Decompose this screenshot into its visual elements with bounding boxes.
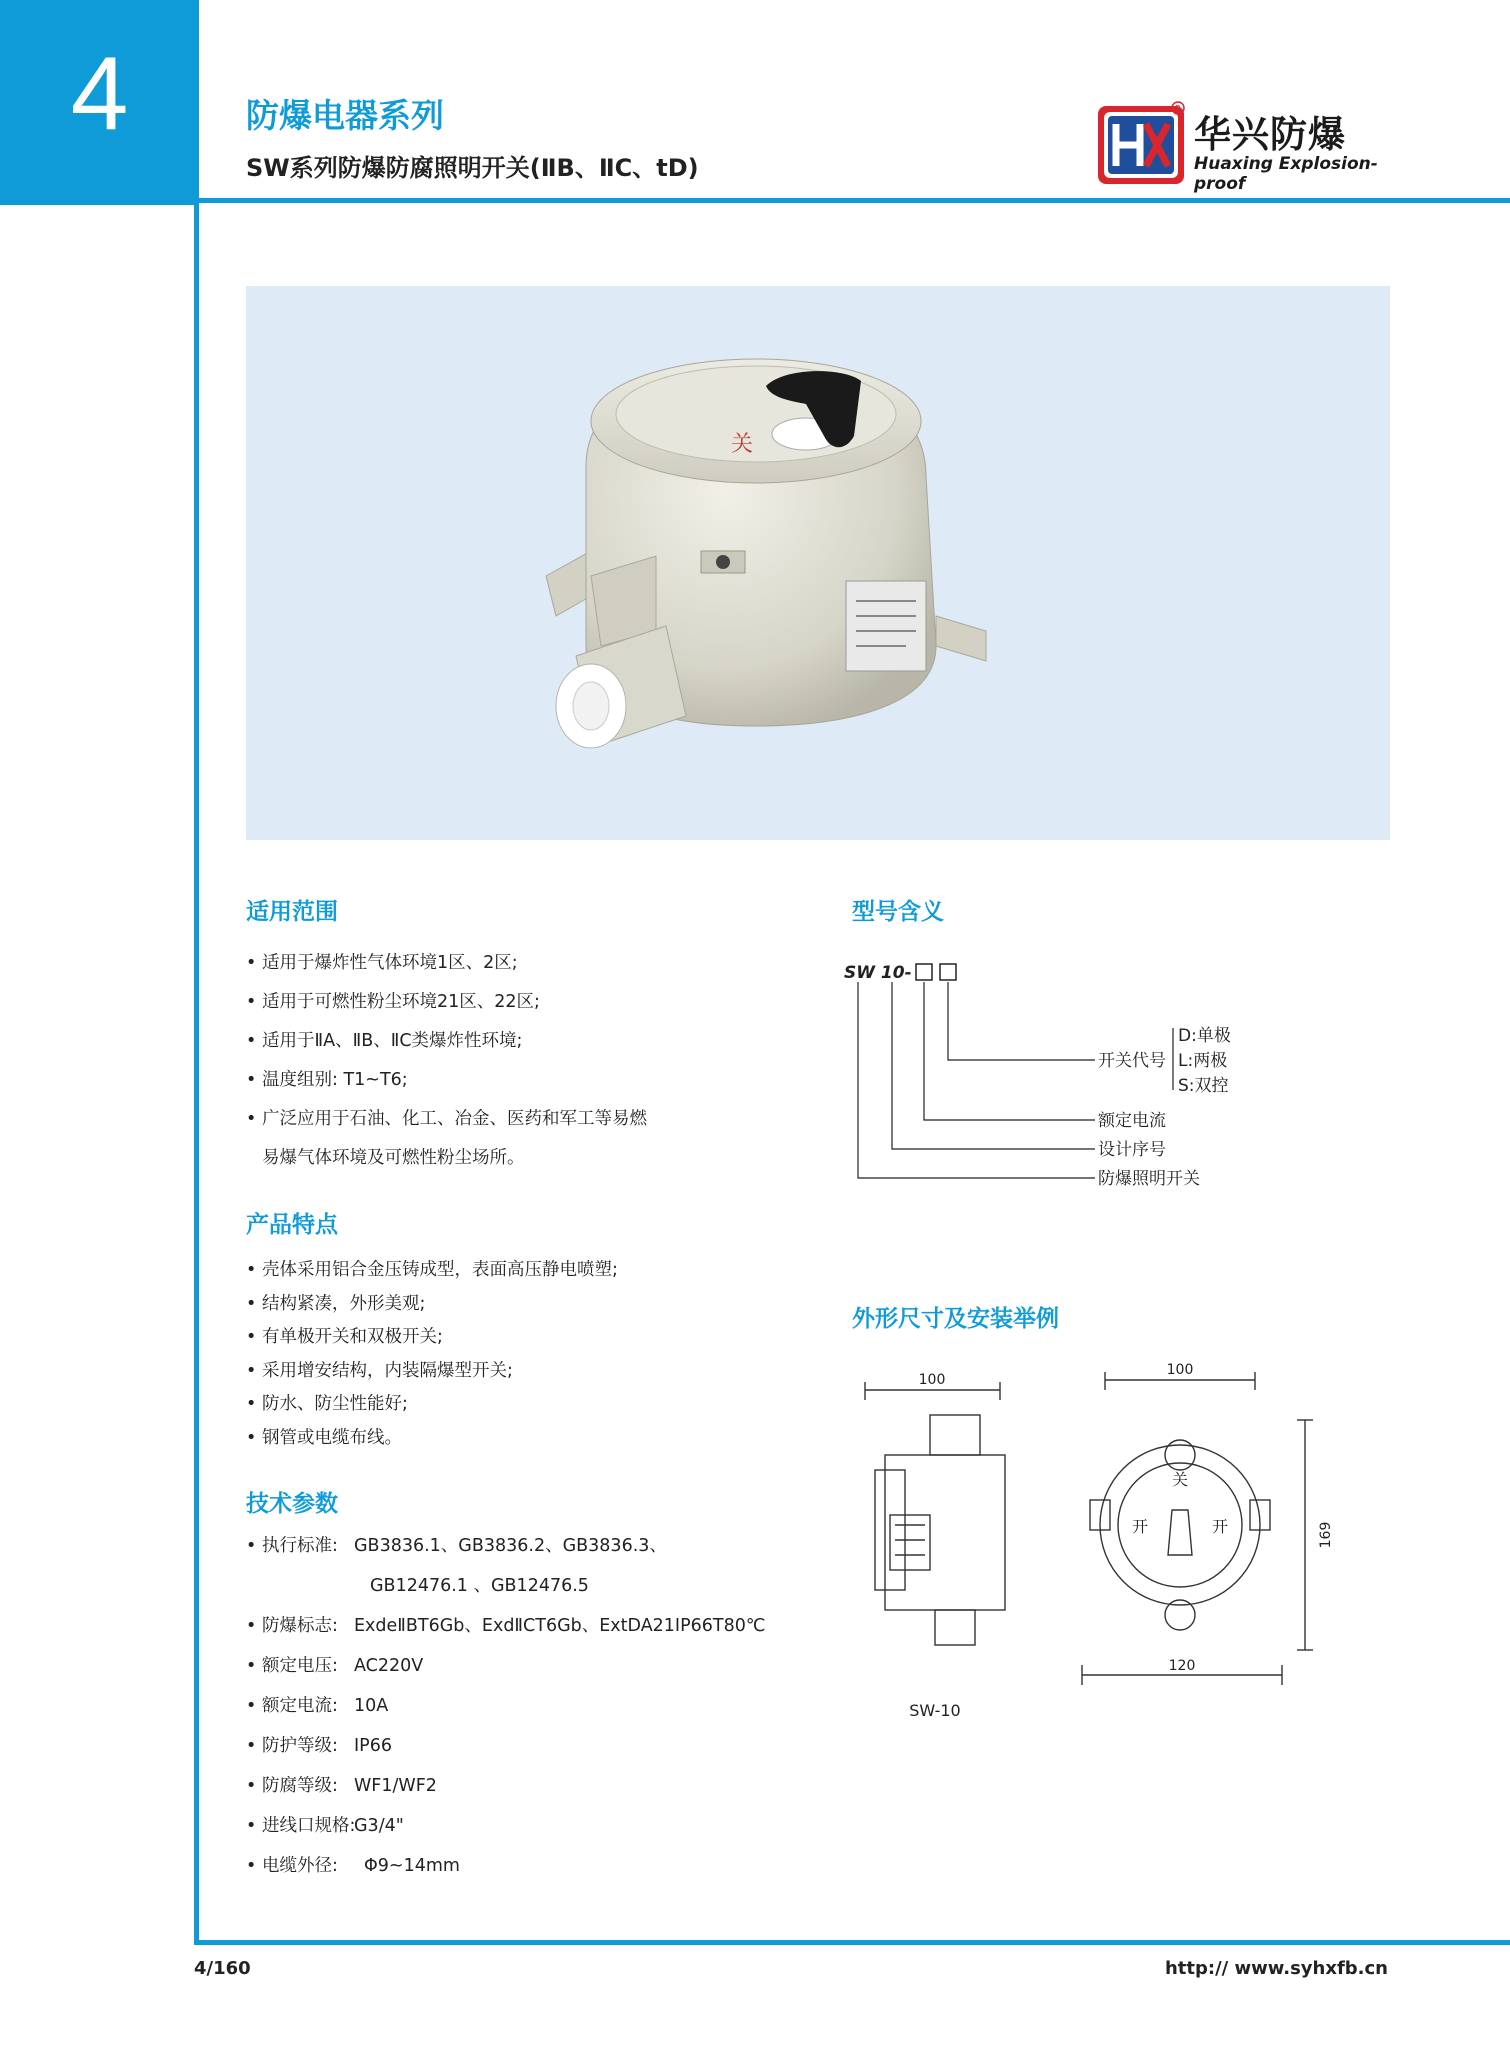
param-value: G3/4" <box>354 1816 404 1836</box>
switch-code-label: 开关代号 <box>1098 1051 1166 1071</box>
list-item: • 适用于可燃性粉尘环境21区、22区; <box>246 983 647 1022</box>
param-key: 额定电流: <box>262 1696 338 1716</box>
param-value: ExdeⅡBT6Gb、ExdⅡCT6Gb、ExtDA21IP66T80℃ <box>354 1616 766 1636</box>
param-value: Φ9~14mm <box>364 1856 460 1876</box>
website-url: http:// www.syhxfb.cn <box>1164 1958 1388 1979</box>
param-row <box>246 1732 392 1757</box>
product-label: 防爆照明开关 <box>1098 1169 1200 1189</box>
list-item: • 钢管或电缆布线。 <box>246 1422 618 1456</box>
hx-logo-icon <box>1096 100 1188 190</box>
model-label: SW-10 <box>909 1701 961 1720</box>
list-item: • 广泛应用于石油、化工、冶金、医药和军工等易燃 <box>246 1100 647 1139</box>
product-photo-panel <box>246 286 1390 840</box>
param-value: IP66 <box>354 1736 392 1756</box>
logo-name-cn: 华兴防爆 <box>1194 113 1346 156</box>
left-rule <box>194 205 199 1945</box>
param-row <box>246 1852 460 1877</box>
param-row <box>246 1692 388 1717</box>
param-row <box>246 1652 423 1677</box>
param-row <box>246 1772 437 1797</box>
model-code-diagram <box>840 950 1290 1200</box>
param-key: 电缆外径: <box>262 1856 338 1876</box>
list-item: • 采用增安结构，内装隔爆型开关; <box>246 1355 618 1389</box>
param-row <box>246 1572 589 1597</box>
model-code: SW 10- <box>844 963 912 983</box>
code-box-1 <box>916 964 932 980</box>
list-item: • 适用于ⅡA、ⅡB、ⅡC类爆炸性环境; <box>246 1022 647 1061</box>
param-key: 执行标准: <box>262 1536 338 1556</box>
switch-photo-illustration <box>246 286 1390 840</box>
tech-heading: 技术参数 <box>246 1491 338 1517</box>
param-key: 防腐等级: <box>262 1776 338 1796</box>
logo-name-en: Huaxing Explosion-proof <box>1194 154 1378 194</box>
chapter-box <box>0 0 199 205</box>
param-row <box>246 1612 766 1637</box>
svg-text:R: R <box>1175 104 1181 113</box>
features-list <box>246 1254 618 1455</box>
param-value: 10A <box>354 1696 389 1716</box>
page-number: 4/160 <box>194 1958 251 1979</box>
list-item: • 结构紧凑，外形美观; <box>246 1288 618 1322</box>
list-item: • 温度组别: T1~T6; <box>246 1061 647 1100</box>
list-item: 易爆气体环境及可燃性粉尘场所。 <box>262 1148 525 1168</box>
dimensions-heading: 外形尺寸及安装举例 <box>852 1306 1059 1332</box>
design-no-label: 设计序号 <box>1098 1140 1166 1160</box>
option-single: D:单极 <box>1178 1026 1231 1046</box>
applicability-heading: 适用范围 <box>246 899 338 925</box>
face-mark-left: 开 <box>1131 1517 1149 1536</box>
side-width-label: 100 <box>918 1372 946 1388</box>
series-title: 防爆电器系列 <box>246 96 444 135</box>
model-heading: 型号含义 <box>852 899 944 925</box>
dimension-drawing <box>850 1360 1334 1740</box>
chapter-number: 4 <box>70 36 129 152</box>
option-double: L:两极 <box>1178 1051 1228 1071</box>
param-value: AC220V <box>354 1656 424 1676</box>
face-mark-top: 关 <box>1171 1470 1189 1489</box>
param-row <box>246 1532 667 1557</box>
param-key: 进线口规格: <box>262 1816 356 1836</box>
list-item: • 防水、防尘性能好; <box>246 1388 618 1422</box>
svg-text:关: 关 <box>731 432 754 457</box>
front-height-label: 169 <box>1318 1521 1334 1549</box>
rated-current-label: 额定电流 <box>1098 1111 1166 1131</box>
list-item: • 壳体采用铝合金压铸成型，表面高压静电喷塑; <box>246 1254 618 1288</box>
param-value: GB3836.1、GB3836.2、GB3836.3、 <box>354 1536 667 1556</box>
param-value: WF1/WF2 <box>354 1776 437 1796</box>
front-width-bottom-label: 120 <box>1168 1658 1196 1674</box>
param-key: 防护等级: <box>262 1736 338 1756</box>
company-logo <box>1096 100 1396 194</box>
product-title: SW系列防爆防腐照明开关(ⅡB、ⅡC、tD) <box>246 154 699 182</box>
footer-rule <box>194 1940 1510 1945</box>
code-box-2 <box>940 964 956 980</box>
face-mark-right: 开 <box>1211 1517 1229 1536</box>
list-item: • 适用于爆炸性气体环境1区、2区; <box>246 944 647 983</box>
param-value: GB12476.1 、GB12476.5 <box>370 1576 589 1596</box>
param-key: 额定电压: <box>262 1656 338 1676</box>
applicability-list <box>246 944 647 1178</box>
list-item: • 有单极开关和双极开关; <box>246 1321 618 1355</box>
header-rule <box>199 198 1510 203</box>
features-heading: 产品特点 <box>246 1212 338 1238</box>
param-row <box>246 1812 404 1837</box>
front-width-top-label: 100 <box>1166 1362 1194 1378</box>
option-dual: S:双控 <box>1178 1076 1229 1096</box>
param-key: 防爆标志: <box>262 1616 338 1636</box>
